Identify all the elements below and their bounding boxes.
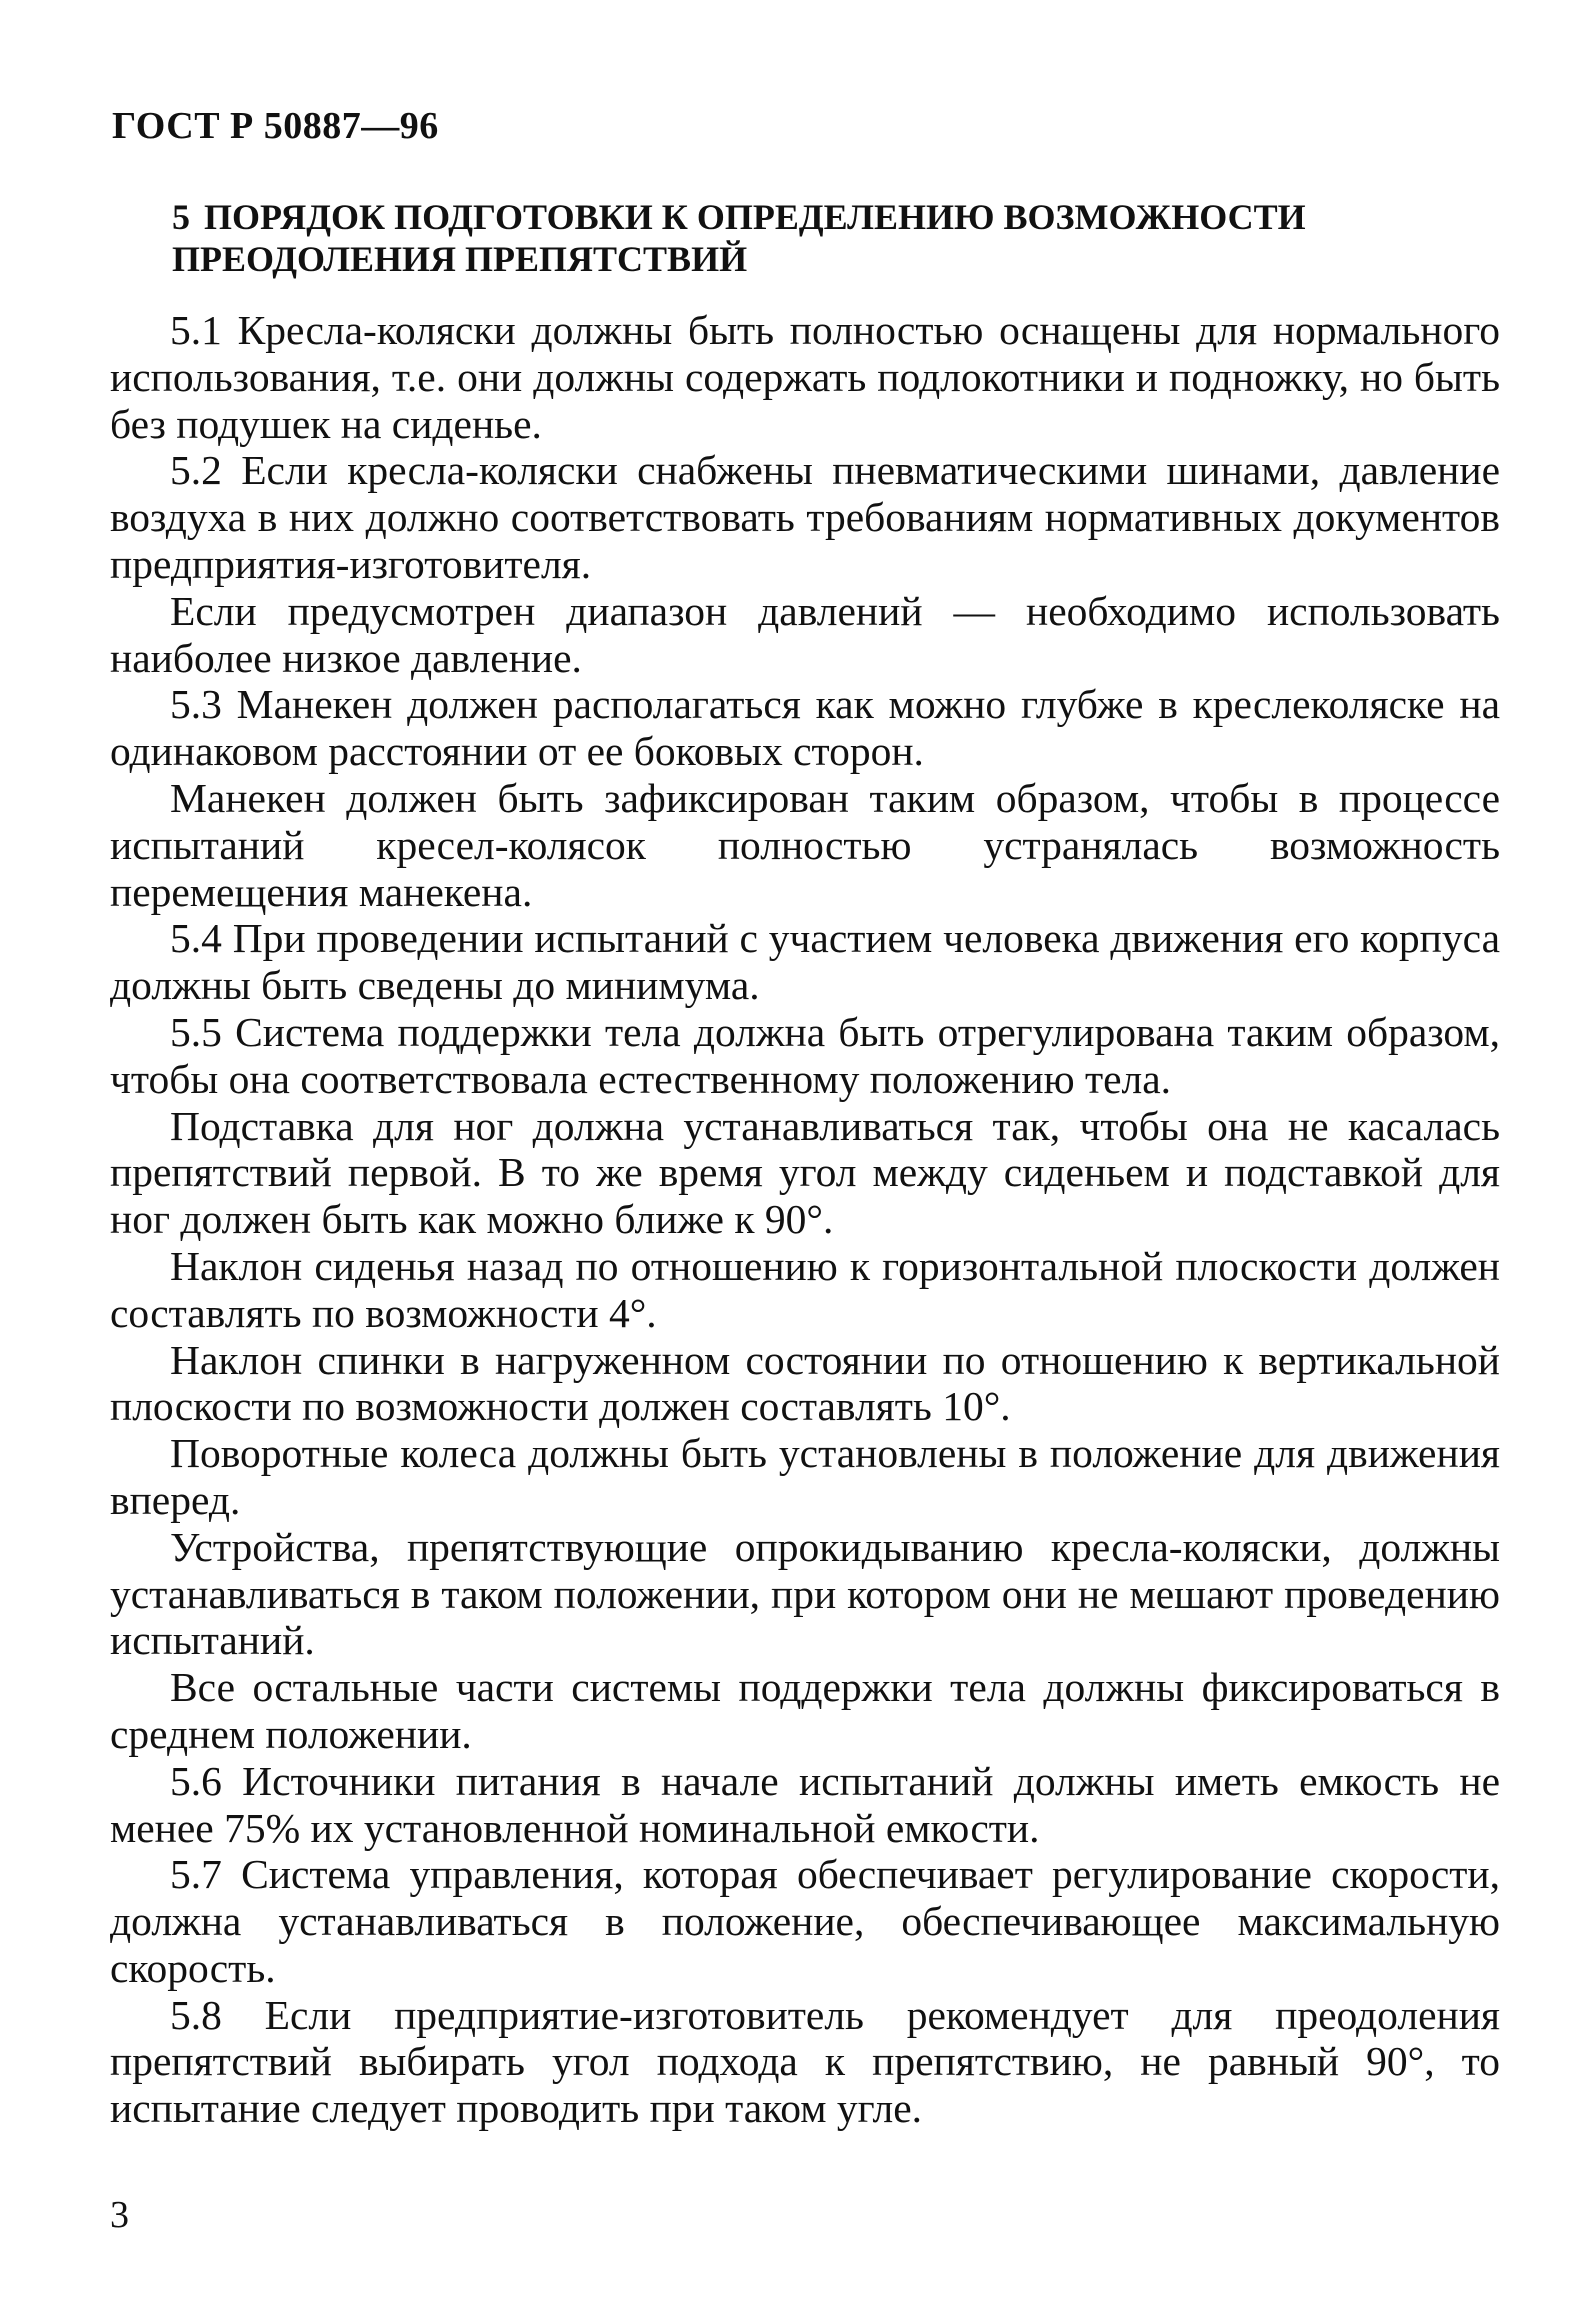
paragraph: Манекен должен быть зафиксирован таким образом, чтобы в процессе испытаний кресел-колясок полностью устранялась возможность перемещения манекена. [110,774,1500,915]
paragraph: 5.7 Система управления, которая обеспечивает регулирование скорости, должна устанавливаться в положение, обеспечивающее максимальную скорость. [110,1851,1500,1991]
standard-code-header: ГОСТ Р 50887—96 [112,105,439,147]
section-title [172,196,1502,280]
section-number: 5 [172,197,190,237]
paragraph: 5.1 Кресла-коляски должны быть полностью оснащены для нормального использования, т.е. они должны содержать подлокотники и подножку, но быть без подушек на сиденье. [110,307,1500,447]
paragraph: 5.2 Если кресла-коляски снабжены пневматическими шинами, давление воздуха в них должно соответствовать требованиям нормативных документов предприятия-изготовителя. [110,447,1500,587]
paragraph: 5.8 Если предприятие-изготовитель рекомендует для преодоления препятствий выбирать угол подхода к препятствию, не равный 90°, то испытание следует проводить при таком угле. [110,1991,1500,2132]
paragraph: 5.3 Манекен должен располагаться как можно глубже в креслеколяске на одинаковом расстоянии от ее боковых сторон. [110,681,1500,775]
section-title-text: ПОРЯДОК ПОДГОТОВКИ К ОПРЕДЕЛЕНИЮ ВОЗМОЖНОСТИ ПРЕОДОЛЕНИЯ ПРЕПЯТСТВИЙ [172,197,1306,279]
paragraph: Наклон спинки в нагруженном состоянии по отношению к вертикальной плоскости по возможности должен составлять 10°. [110,1336,1500,1430]
paragraph: Все остальные части системы поддержки тела должны фиксироваться в среднем положении. [110,1664,1500,1757]
paragraph: 5.4 При проведении испытаний с участием человека движения его корпуса должны быть сведены до минимума. [110,915,1500,1009]
page-number: 3 [110,2194,129,2236]
paragraph: Подставка для ног должна устанавливаться так, чтобы она не касалась препятствий первой. В то же время угол между сиденьем и подставкой для ног должен быть как можно ближе к 90°. [110,1102,1500,1243]
paragraph: Если предусмотрен диапазон давлений — необходимо использовать наиболее низкое давление. [110,587,1500,681]
paragraph: Наклон сиденья назад по отношению к горизонтальной плоскости должен составлять по возможности 4°. [110,1242,1500,1336]
paragraph: Устройства, препятствующие опрокидыванию кресла-коляски, должны устанавливаться в таком положении, при котором они не мешают проведению испытаний. [110,1523,1500,1664]
paragraph: 5.5 Система поддержки тела должна быть отрегулирована таким образом, чтобы она соответствовала естественному положению тела. [110,1008,1500,1102]
section-body [110,307,1500,2132]
paragraph: 5.6 Источники питания в начале испытаний должны иметь емкость не менее 75% их установленной номинальной емкости. [110,1757,1500,1851]
paragraph: Поворотные колеса должны быть установлены в положение для движения вперед. [110,1430,1500,1523]
